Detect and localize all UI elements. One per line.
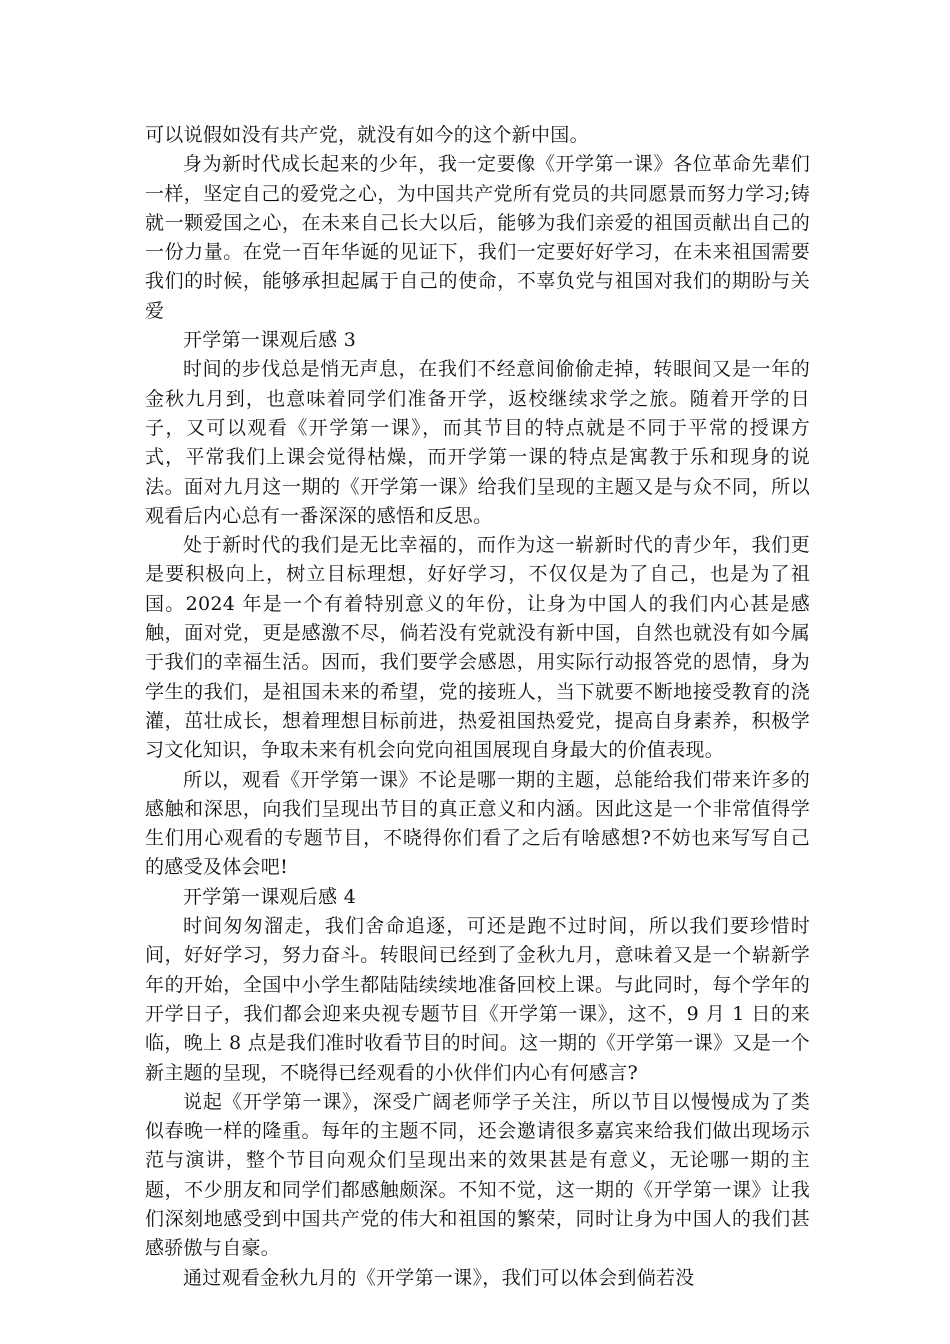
- section-heading: 开学第一课观后感 4: [183, 885, 357, 908]
- paragraph: 通过观看金秋九月的《开学第一课》，我们可以体会到倘若没: [183, 1266, 695, 1289]
- section-heading: 开学第一课观后感 3: [183, 329, 357, 352]
- paragraph: 处于新时代的我们是无比幸福的，而作为这一崭新时代的青少年，我们更是要积极向上，树立目标理想，好好学习，不仅仅是为了自己，也是为了祖国。2024 年是一个有着特别意义的年份，让身为中国人的我们内心甚是感触，面对党，更是感激不尽，倘若没有党就没有新中国，自然也就没有如今属于我们的幸福生活。因而，我们要学会感恩，用实际行动报答党的恩情，身为学生的我们，是祖国未来的希望，党的接班人，当下就要不断地接受教育的浇灌，茁壮成长，想着理想目标前进，热爱祖国热爱党，提高自身素养，积极学习文化知识，争取未来有机会向党向祖国展现自身最大的价值表现。: [145, 534, 810, 762]
- paragraph: 所以，观看《开学第一课》不论是哪一期的主题，总能给我们带来许多的感触和深思，向我们呈现出节目的真正意义和内涵。因此这是一个非常值得学生们用心观看的专题节目，不晓得你们看了之后有啥感想?不妨也来写写自己的感受及体会吧!: [145, 768, 810, 879]
- paragraph: 身为新时代成长起来的少年，我一定要像《开学第一课》各位革命先辈们一样，坚定自己的爱党之心，为中国共产党所有党员的共同愿景而努力学习;铸就一颗爱国之心，在未来自己长大以后，能够为我们亲爱的祖国贡献出自己的一份力量。在党一百年华诞的见证下，我们一定要好好学习，在未来祖国需要我们的时候，能够承担起属于自己的使命，不辜负党与祖国对我们的期盼与关爱: [145, 153, 810, 322]
- document-page: [145, 121, 810, 1293]
- paragraph: 时间的步伐总是悄无声息，在我们不经意间偷偷走掉，转眼间又是一年的金秋九月到，也意味着同学们准备开学，返校继续求学之旅。随着开学的日子，又可以观看《开学第一课》，而其节目的特点就是不同于平常的授课方式，平常我们上课会觉得枯燥，而开学第一课的特点是寓教于乐和现身的说法。面对九月这一期的《开学第一课》给我们呈现的主题又是与众不同，所以观看后内心总有一番深深的感悟和反思。: [145, 358, 810, 527]
- paragraph: 时间匆匆溜走，我们舍命追逐，可还是跑不过时间，所以我们要珍惜时间，好好学习，努力奋斗。转眼间已经到了金秋九月，意味着又是一个崭新学年的开始，全国中小学生都陆陆续续地准备回校上课。与此同时，每个学年的开学日子，我们都会迎来央视专题节目《开学第一课》，这不，9 月 1 日的来临，晚上 8 点是我们准时收看节目的时间。这一期的《开学第一课》又是一个新主题的呈现，不晓得已经观看的小伙伴们内心有何感言?: [145, 915, 810, 1084]
- paragraph: 说起《开学第一课》，深受广阔老师学子关注，所以节目以慢慢成为了类似春晚一样的隆重。每年的主题不同，还会邀请很多嘉宾来给我们做出现场示范与演讲，整个节目向观众们呈现出来的效果甚是有意义，无论哪一期的主题，不少朋友和同学们都感触颇深。不知不觉，这一期的《开学第一课》让我们深刻地感受到中国共产党的伟大和祖国的繁荣，同时让身为中国人的我们甚感骄傲与自豪。: [145, 1090, 810, 1260]
- paragraph: 可以说假如没有共产党，就没有如今的这个新中国。: [145, 124, 589, 146]
